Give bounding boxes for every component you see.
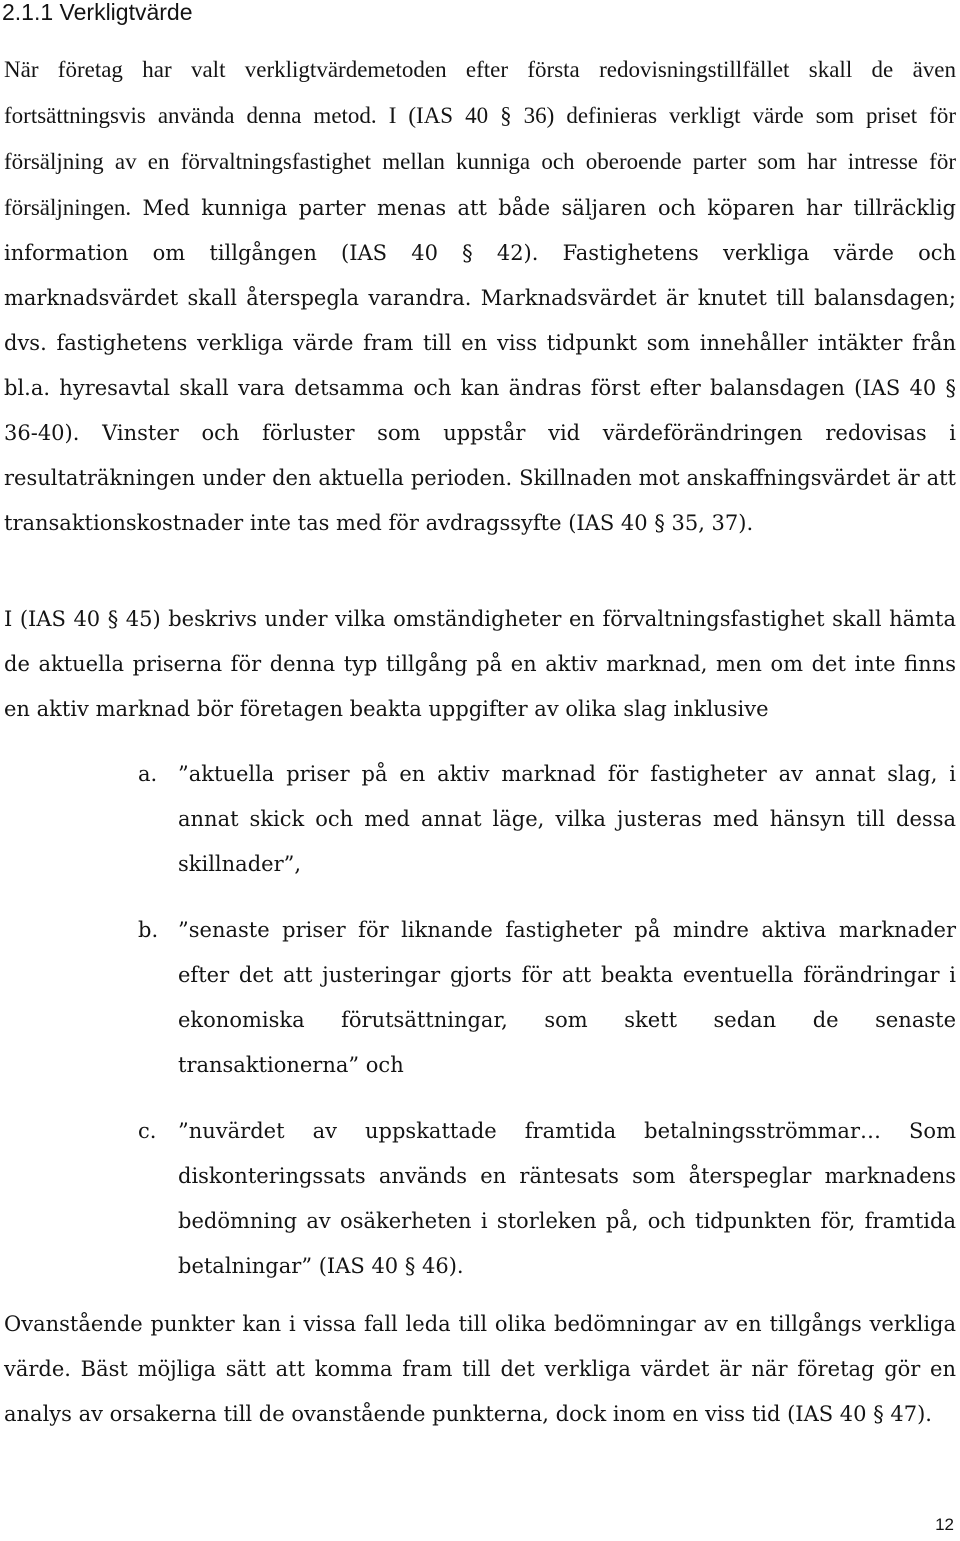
list-item-text: ”senaste priser för liknande fastigheter på mindre aktiva marknader efter det att justeringar gjorts för att beakta eventuella förändringar i ekonomiska förutsättningar, som skett sedan de senaste transaktionerna” och <box>178 918 956 1077</box>
paragraph-fair-value-definition <box>4 47 956 546</box>
list-item-text: ”nuvärdet av uppskattade framtida betalningsströmmar… Som diskonteringssats används en räntesats som återspeglar marknadens bedömning av osäkerheten i storleken på, och tidpunkten för, framtida betalningar” (IAS 40 § 46). <box>178 1119 956 1278</box>
section-heading: 2.1.1 Verkligtvärde <box>2 0 193 25</box>
list-marker: a. <box>138 762 158 786</box>
criteria-list <box>0 752 956 1310</box>
paragraph-active-market: I (IAS 40 § 45) beskrivs under vilka omständigheter en förvaltningsfastighet skall hämta de aktuella priserna för denna typ tillgång på en aktiv marknad, men om det inte finns en aktiv marknad bör företagen beakta uppgifter av olika slag inklusive <box>4 607 956 721</box>
list-item <box>0 1109 956 1289</box>
list-marker: b. <box>138 918 159 942</box>
paragraph-conclusion: Ovanstående punkter kan i vissa fall leda till olika bedömningar av en tillgångs verkliga värde. Bäst möjliga sätt att komma fram till det verkliga värdet är när företag gör en analys av orsakerna till de ovanstående punkterna, dock inom en viss tid (IAS 40 § 47). <box>4 1312 956 1426</box>
list-item <box>0 752 956 887</box>
list-item <box>0 908 956 1088</box>
list-item-text: ”aktuella priser på en aktiv marknad för fastigheter av annat slag, i annat skick och med annat läge, vilka justeras med hänsyn till dessa skillnader”, <box>178 762 956 876</box>
list-marker: c. <box>138 1119 157 1143</box>
paragraph-part-b: Med kunniga parter menas att både säljaren och köparen har tillräcklig information om tillgången (IAS 40 § 42). Fastighetens verkliga värde och marknadsvärdet skall återspegla varandra. Marknadsvärdet är knutet till balansdagen; dvs. fastighetens verkliga värde fram till en viss tidpunkt som innehåller intäkter från bl.a. hyresavtal skall vara detsamma och kan ändras först efter balansdagen (IAS 40 § 36-40). Vinster och förluster som uppstår vid värdeförändringen redovisas i resultaträkningen under den aktuella perioden. Skillnaden mot anskaffningsvärdet är att transaktionskostnader inte tas med för avdragssyfte (IAS 40 § 35, 37). <box>4 196 956 535</box>
page-number: 12 <box>935 1515 954 1534</box>
paragraph-part-a: När företag har valt verkligtvärdemetoden efter första redovisningstillfället skall de även fortsättningsvis använda denna metod. I (IAS 40 § 36) definieras verkligt värde som priset för försäljning av en förvaltningsfastighet mellan kunniga och oberoende parter som har intresse för försäljningen. <box>4 57 956 220</box>
